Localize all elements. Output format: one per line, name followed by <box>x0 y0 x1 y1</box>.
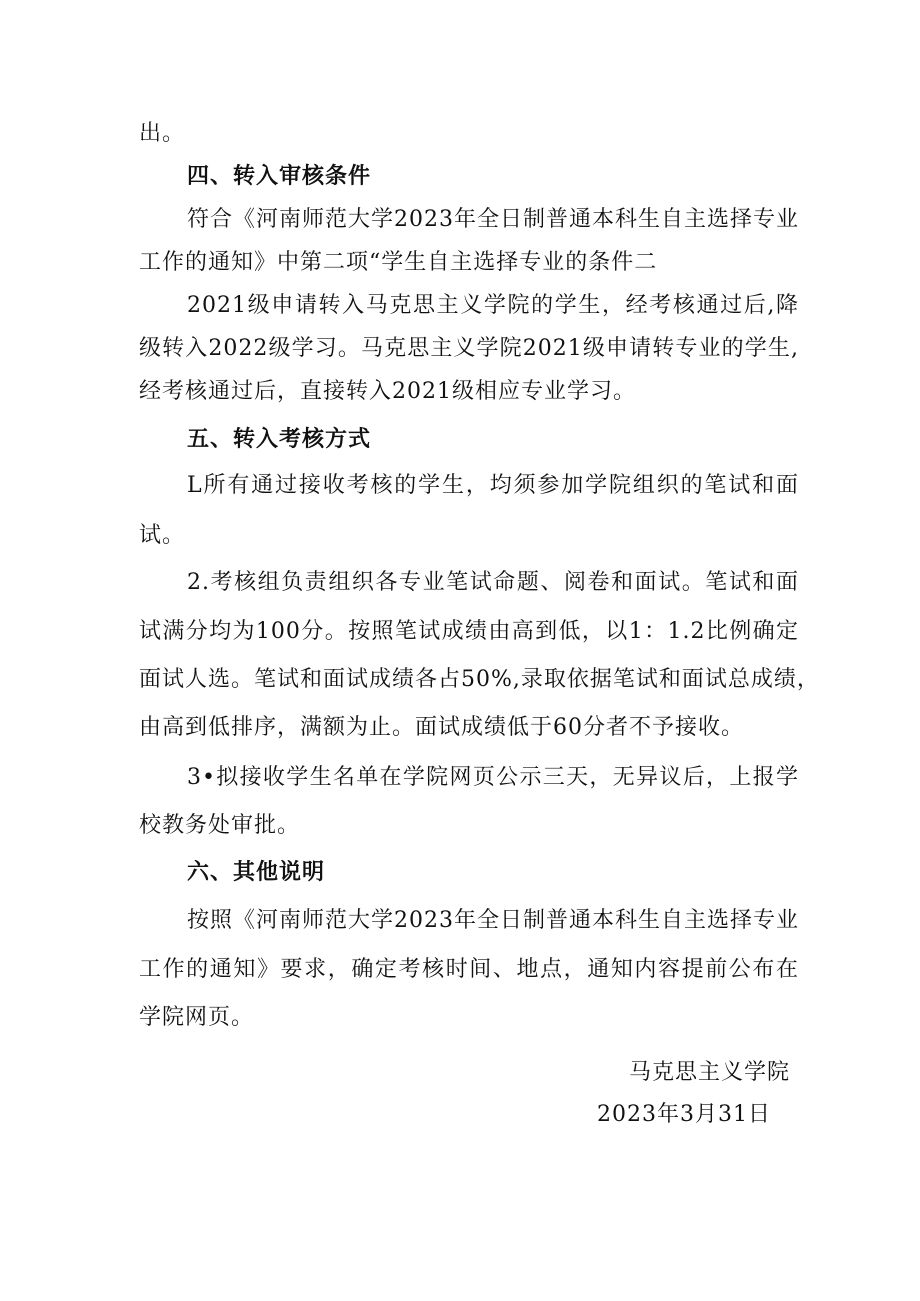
paragraph-line: 工作的通知》中第二项“学生自主选择专业的条件二 <box>139 250 658 275</box>
paragraph-line: 经考核通过后，直接转入2021级相应专业学习。 <box>139 379 636 404</box>
section-heading-4: 四、转入审核条件 <box>187 164 372 189</box>
paragraph-line: 级转入2022级学习。马克思主义学院2021级申请转专业的学生, <box>139 336 799 361</box>
paragraph-line: L所有通过接收考核的学生，均须参加学院组织的笔试和面 <box>187 473 799 498</box>
section-heading-6: 六、其他说明 <box>187 860 326 885</box>
paragraph-line: 校教务处审批。 <box>139 813 301 838</box>
signature-org: 马克思主义学院 <box>629 1060 791 1085</box>
paragraph-line: 2.考核组负责组织各专业笔试命题、阅卷和面试。笔试和面 <box>187 570 799 595</box>
paragraph-line: 由高到低排序，满额为止。面试成绩低于60分者不予接收。 <box>139 715 744 740</box>
paragraph-line: 学院网页。 <box>139 1005 255 1030</box>
paragraph-line: 面试人选。笔试和面试成绩各占50%,录取依据笔试和面试总成绩， <box>139 667 820 692</box>
paragraph-line: 试。 <box>139 523 186 548</box>
paragraph-line: 出。 <box>139 121 186 146</box>
paragraph-line: 3•拟接收学生名单在学院网页公示三天，无异议后，上报学 <box>187 765 799 790</box>
paragraph-line: 2021级申请转入马克思主义学院的学生，经考核通过后,降 <box>187 293 799 318</box>
paragraph-line: 符合《河南师范大学2023年全日制普通本科生自主选择专业 <box>187 207 799 232</box>
paragraph-line: 按照《河南师范大学2023年全日制普通本科生自主选择专业 <box>187 908 799 933</box>
signature-date: 2023年3月31日 <box>597 1102 771 1127</box>
paragraph-line: 试满分均为100分。按照笔试成绩由高到低，以1：1.2比例确定 <box>139 619 799 644</box>
paragraph-line: 工作的通知》要求，确定考核时间、地点，通知内容提前公布在 <box>139 957 799 982</box>
section-heading-5: 五、转入考核方式 <box>187 427 372 452</box>
